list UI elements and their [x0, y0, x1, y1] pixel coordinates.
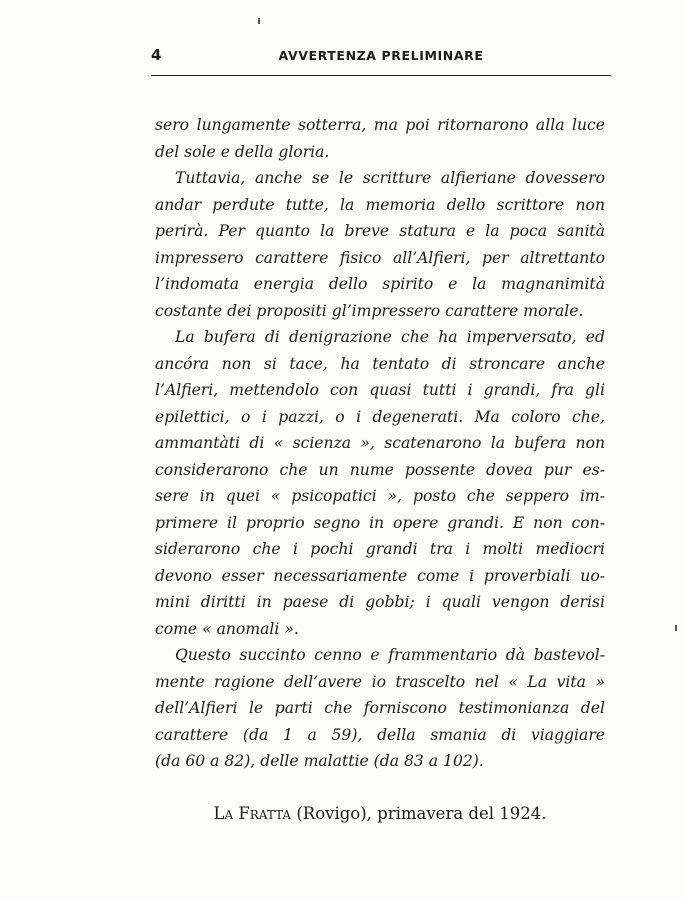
text-line: l’Alfieri, mettendolo con quasi tutti i grandi, fra gli	[155, 381, 605, 399]
text-line: sere in quei « psicopatici », posto che seppero im-	[155, 487, 605, 505]
running-title: AVVERTENZA PRELIMINARE	[278, 48, 484, 63]
place-date-line	[155, 804, 605, 823]
page-header	[151, 46, 611, 70]
body-text	[155, 112, 605, 775]
print-speck	[675, 625, 677, 631]
text-line: dell’Alfieri le parti che forniscono testimonianza del	[155, 699, 605, 717]
text-line: primere il proprio segno in opere grandi. E non con-	[155, 513, 605, 532]
text-line: come « anomali ».	[155, 619, 299, 638]
place-date-rest: (Rovigo), primavera del 1924.	[291, 804, 547, 823]
text-line: perirà. Per quanto la breve statura e la poca sanità	[155, 222, 605, 240]
text-line: epilettici, o i pazzi, o i degenerati. Ma coloro che,	[155, 407, 605, 426]
text-line: andar perdute tutte, la memoria dello scrittore non	[155, 195, 605, 214]
text-line: ancóra non si tace, ha tentato di stroncare anche	[155, 354, 605, 373]
print-speck	[258, 18, 260, 24]
text-line: La bufera di denigrazione che ha imperversato, ed	[175, 328, 605, 346]
text-line: considerarono che un nume possente dovea pur es-	[155, 460, 605, 479]
text-line: devono esser necessariamente come i proverbiali uo-	[155, 566, 605, 585]
text-line: Tuttavia, anche se le scritture alfieriane dovessero	[175, 169, 605, 187]
text-line: siderarono che i pochi grandi tra i molti mediocri	[155, 540, 605, 558]
text-line: del sole e della gloria.	[155, 142, 330, 161]
text-line: carattere (da 1 a 59), della smania di viaggiare	[155, 725, 605, 744]
text-line: impressero carattere fisico all’Alfieri, per altrettanto	[155, 248, 605, 267]
place-name: La Fratta	[213, 804, 292, 823]
header-rule	[151, 75, 611, 76]
page-number: 4	[151, 46, 162, 64]
text-line: mini diritti in paese di gobbi; i quali vengon derisi	[155, 593, 605, 611]
text-line: costante dei propositi gl’impressero carattere morale.	[155, 301, 584, 320]
text-line: (da 60 a 82), delle malattie (da 83 a 102).	[155, 752, 484, 770]
text-line: Questo succinto cenno e frammentario dà bastevol-	[175, 646, 605, 664]
text-line: sero lungamente sotterra, ma poi ritornarono alla luce	[155, 116, 605, 134]
text-line: l’indomata energia dello spirito e la magnanimità	[155, 275, 605, 293]
text-line: ammantàti di « scienza », scatenarono la bufera non	[155, 434, 605, 452]
text-line: mente ragione dell’avere io trascelto nel « La vita »	[155, 672, 605, 691]
